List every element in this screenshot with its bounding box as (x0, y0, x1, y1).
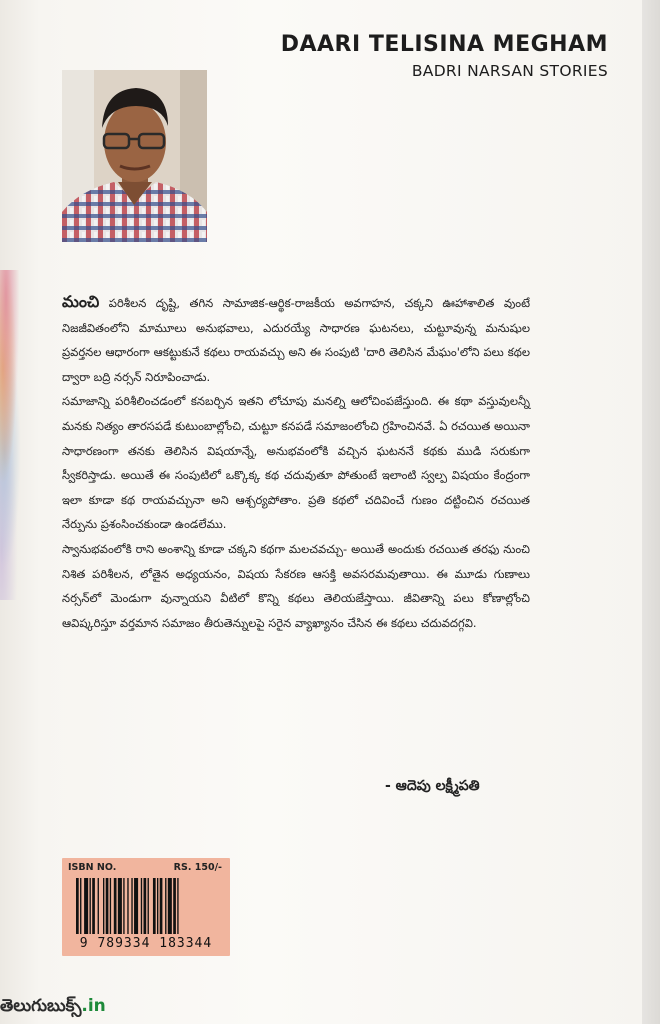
watercolor-decoration (0, 270, 30, 600)
spine-edge (642, 0, 660, 1024)
barcode-bar (177, 878, 178, 934)
barcode-bar (84, 878, 88, 934)
barcode-bar (103, 878, 104, 934)
barcode-bar (76, 878, 79, 934)
barcode-bar (157, 878, 158, 934)
barcode-bar (131, 878, 132, 934)
isbn-number: 9 789334 183344 (79, 936, 213, 951)
barcode-bar (165, 878, 166, 934)
barcode-bar (141, 878, 142, 934)
barcode-bar (148, 878, 149, 934)
barcode-bar (153, 878, 156, 934)
barcode-bar (160, 878, 163, 934)
site-watermark (0, 996, 106, 1020)
blurb-paragraph-1 (62, 290, 530, 389)
watermark-text: తెలుగుబుక్స్ (0, 996, 82, 1016)
isbn-box (62, 858, 230, 956)
barcode-bar (110, 878, 111, 934)
price-label: RS. 150/- (173, 862, 222, 873)
book-title: DAARI TELISINA MEGHAM (280, 32, 608, 57)
barcode-bar (114, 878, 117, 934)
barcode-bar (98, 878, 99, 934)
title-block (281, 32, 608, 82)
barcode-bar (123, 878, 124, 934)
blurb-paragraph-1-rest: పరిశీలన దృష్టి, తగిన సామాజిక-ఆర్థిక-రాజకీయ అవగాహన, చక్కని ఊహాశాలిత వుంటే నిజజీవితంలోని మామూలు అనుభవాలు, ఎదురయ్యే సాధారణ ఘటనలు, చుట్టూవున్న మనుషుల ప్రవర్తనల ఆధారంగా ఆకట్టుకునే కథలు రాయవచ్చు అని ఈ సంపుటి 'దారి తెలిసిన మేఘం'లోని పలు కథల ద్వారా బద్రి నర్సన్ నిరూపించాడు. (62, 296, 530, 384)
barcode-bar (80, 878, 81, 934)
barcode-bar (134, 878, 138, 934)
barcode-bar (106, 878, 109, 934)
blurb-paragraph-2: సమాజాన్ని పరిశీలించడంలో కనబర్చిన ఇతని లోచూపు మనల్ని ఆలోచింపజేస్తుంది. ఈ కథా వస్తువులన్నీ మనకు నిత్యం తారసపడే కుటుంబాల్లోంచి, చుట్టూ కనపడే సమాజంలోంచి గ్రహించినవే. ఏ రచయిత అయినా సాధారణంగా తనకు తెలిసిన విషయాన్నే, అనుభవంలోకి వచ్చిన ఘటననే కథకు ముడి సరుకుగా స్వీకరిస్తాడు. అయితే ఈ సంపుటిలో ఒక్కొక్క కథ చదువుతూ పోతుంటే ఇలాంటి స్వల్ప విషయం కేంద్రంగా ఇలా కూడా కథ రాయవచ్చునా అని ఆశ్చర్యపోతాం. ప్రతి కథలో చదివించే గుణం దట్టించిన రచయిత నేర్పును ప్రశంసించకుండా ఉండలేము. (62, 394, 530, 532)
barcode-bar (168, 878, 172, 934)
isbn-header (62, 862, 230, 876)
blurb-paragraph-3: స్వానుభవంలోకి రాని అంశాన్ని కూడా చక్కని కథగా మలచవచ్చు- అయితే అందుకు రచయిత తరఫు నుంచి నిశిత పరిశీలన, లోతైన అధ్యయనం, విషయ సేకరణ ఆసక్తి అవసరమవుతాయి. ఈ మూడు గుణాలు నర్సన్‌లో మెండుగా వున్నాయని వీటిలో కొన్ని కథలు తెలియజేస్తాయి. జీవితాన్ని పలు కోణాల్లోంచి ఆవిష్కరిస్తూ వర్తమాన సమాజం తీరుతెన్నులపై సరైన వ్యాఖ్యానం చేసిన ఈ కథలు చదువదగ్గవి. (62, 541, 530, 630)
barcode-bar (144, 878, 147, 934)
barcode-bar (90, 878, 91, 934)
barcode-bar (118, 878, 122, 934)
blurb-text (62, 290, 530, 635)
blurb-lead-word: మంచి (62, 292, 100, 311)
book-subtitle: BADRI NARSAN STORIES (411, 62, 608, 80)
barcode-bar (173, 878, 176, 934)
barcode-bar (127, 878, 128, 934)
blurb-signature: - ఆదెపు లక్ష్మీపతి (385, 778, 480, 794)
barcode-icon (76, 878, 216, 934)
isbn-label: ISBN NO. (68, 862, 117, 873)
barcode-bar (92, 878, 95, 934)
author-portrait-icon (62, 70, 207, 242)
watermark-suffix: .in (81, 996, 106, 1016)
